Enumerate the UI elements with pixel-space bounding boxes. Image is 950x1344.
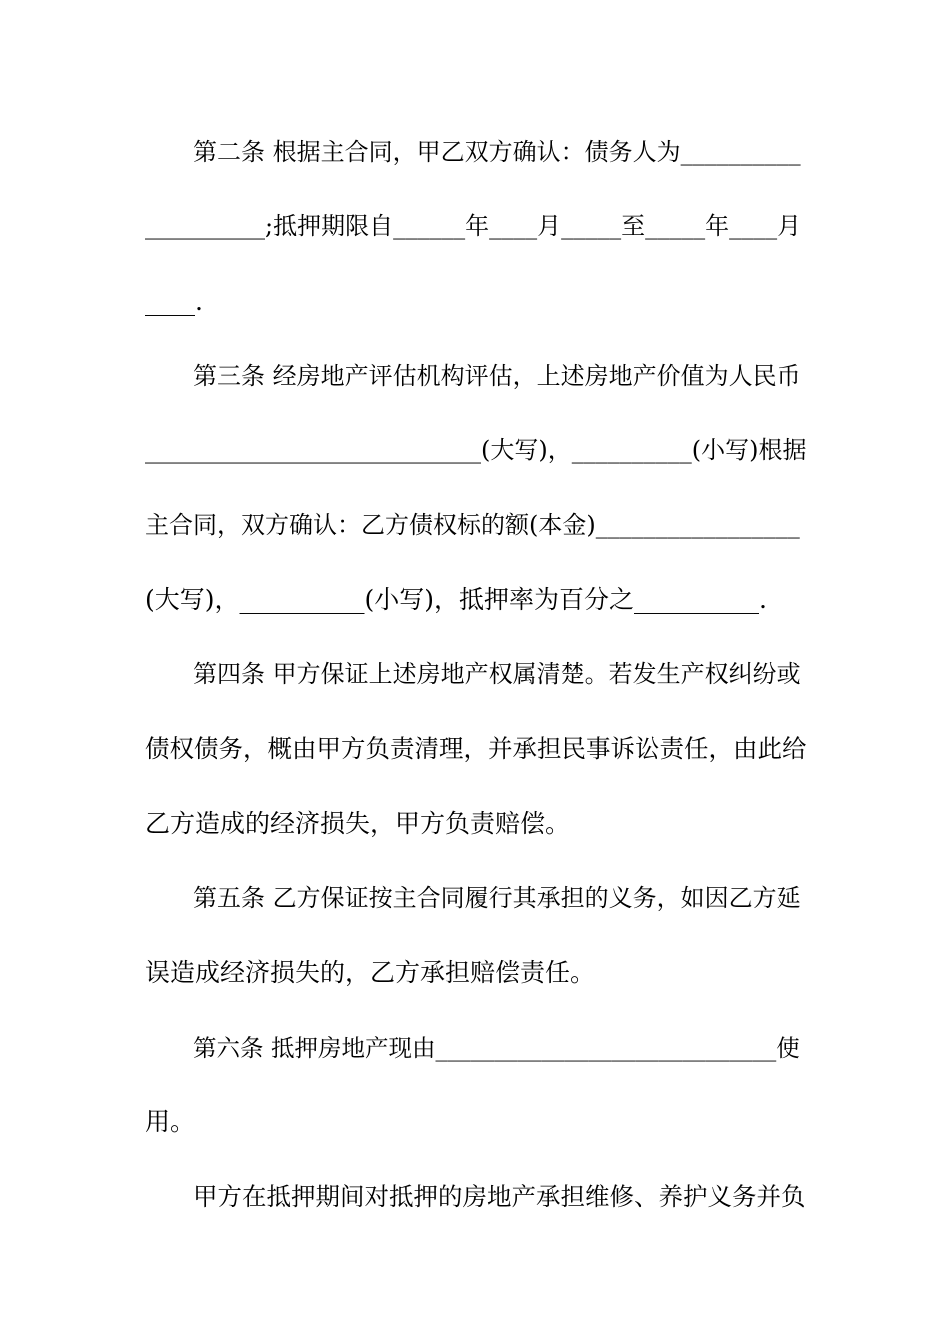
article-2-line-3: ____.	[145, 287, 203, 316]
article-5-line-1: 第五条 乙方保证按主合同履行其承担的义务，如因乙方延	[193, 884, 801, 912]
article-3-line-2: ____________________________(大写)，__________(小写)根据	[145, 436, 807, 464]
article-6-line-2: 用。	[145, 1107, 196, 1136]
article-3-line-4: (大写)，__________(小写)，抵押率为百分之__________.	[145, 585, 767, 614]
article-5-line-2: 误造成经济损失的，乙方承担赔偿责任。	[145, 958, 596, 987]
article-3-line-1: 第三条 经房地产评估机构评估，上述房地产价值为人民币	[193, 362, 801, 390]
article-4-line-3: 乙方造成的经济损失，甲方负责赔偿。	[145, 809, 571, 838]
article-3-line-3: 主合同，双方确认：乙方债权标的额(本金)_________________	[145, 511, 800, 539]
article-2-line-2: __________;抵押期限自______年____月_____至_____年____月	[145, 212, 802, 240]
article-4-line-1: 第四条 甲方保证上述房地产权属清楚。若发生产权纠纷或	[193, 660, 801, 688]
article-6-line-1: 第六条 抵押房地产现由_____________________________使	[193, 1034, 800, 1062]
article-6-paragraph-2-line-1: 甲方在抵押期间对抵押的房地产承担维修、养护义务并负	[193, 1182, 806, 1211]
article-4-line-2: 债权债务，概由甲方负责清理，并承担民事诉讼责任，由此给	[145, 734, 807, 763]
article-2-line-1: 第二条 根据主合同，甲乙双方确认：债务人为__________	[193, 138, 801, 166]
